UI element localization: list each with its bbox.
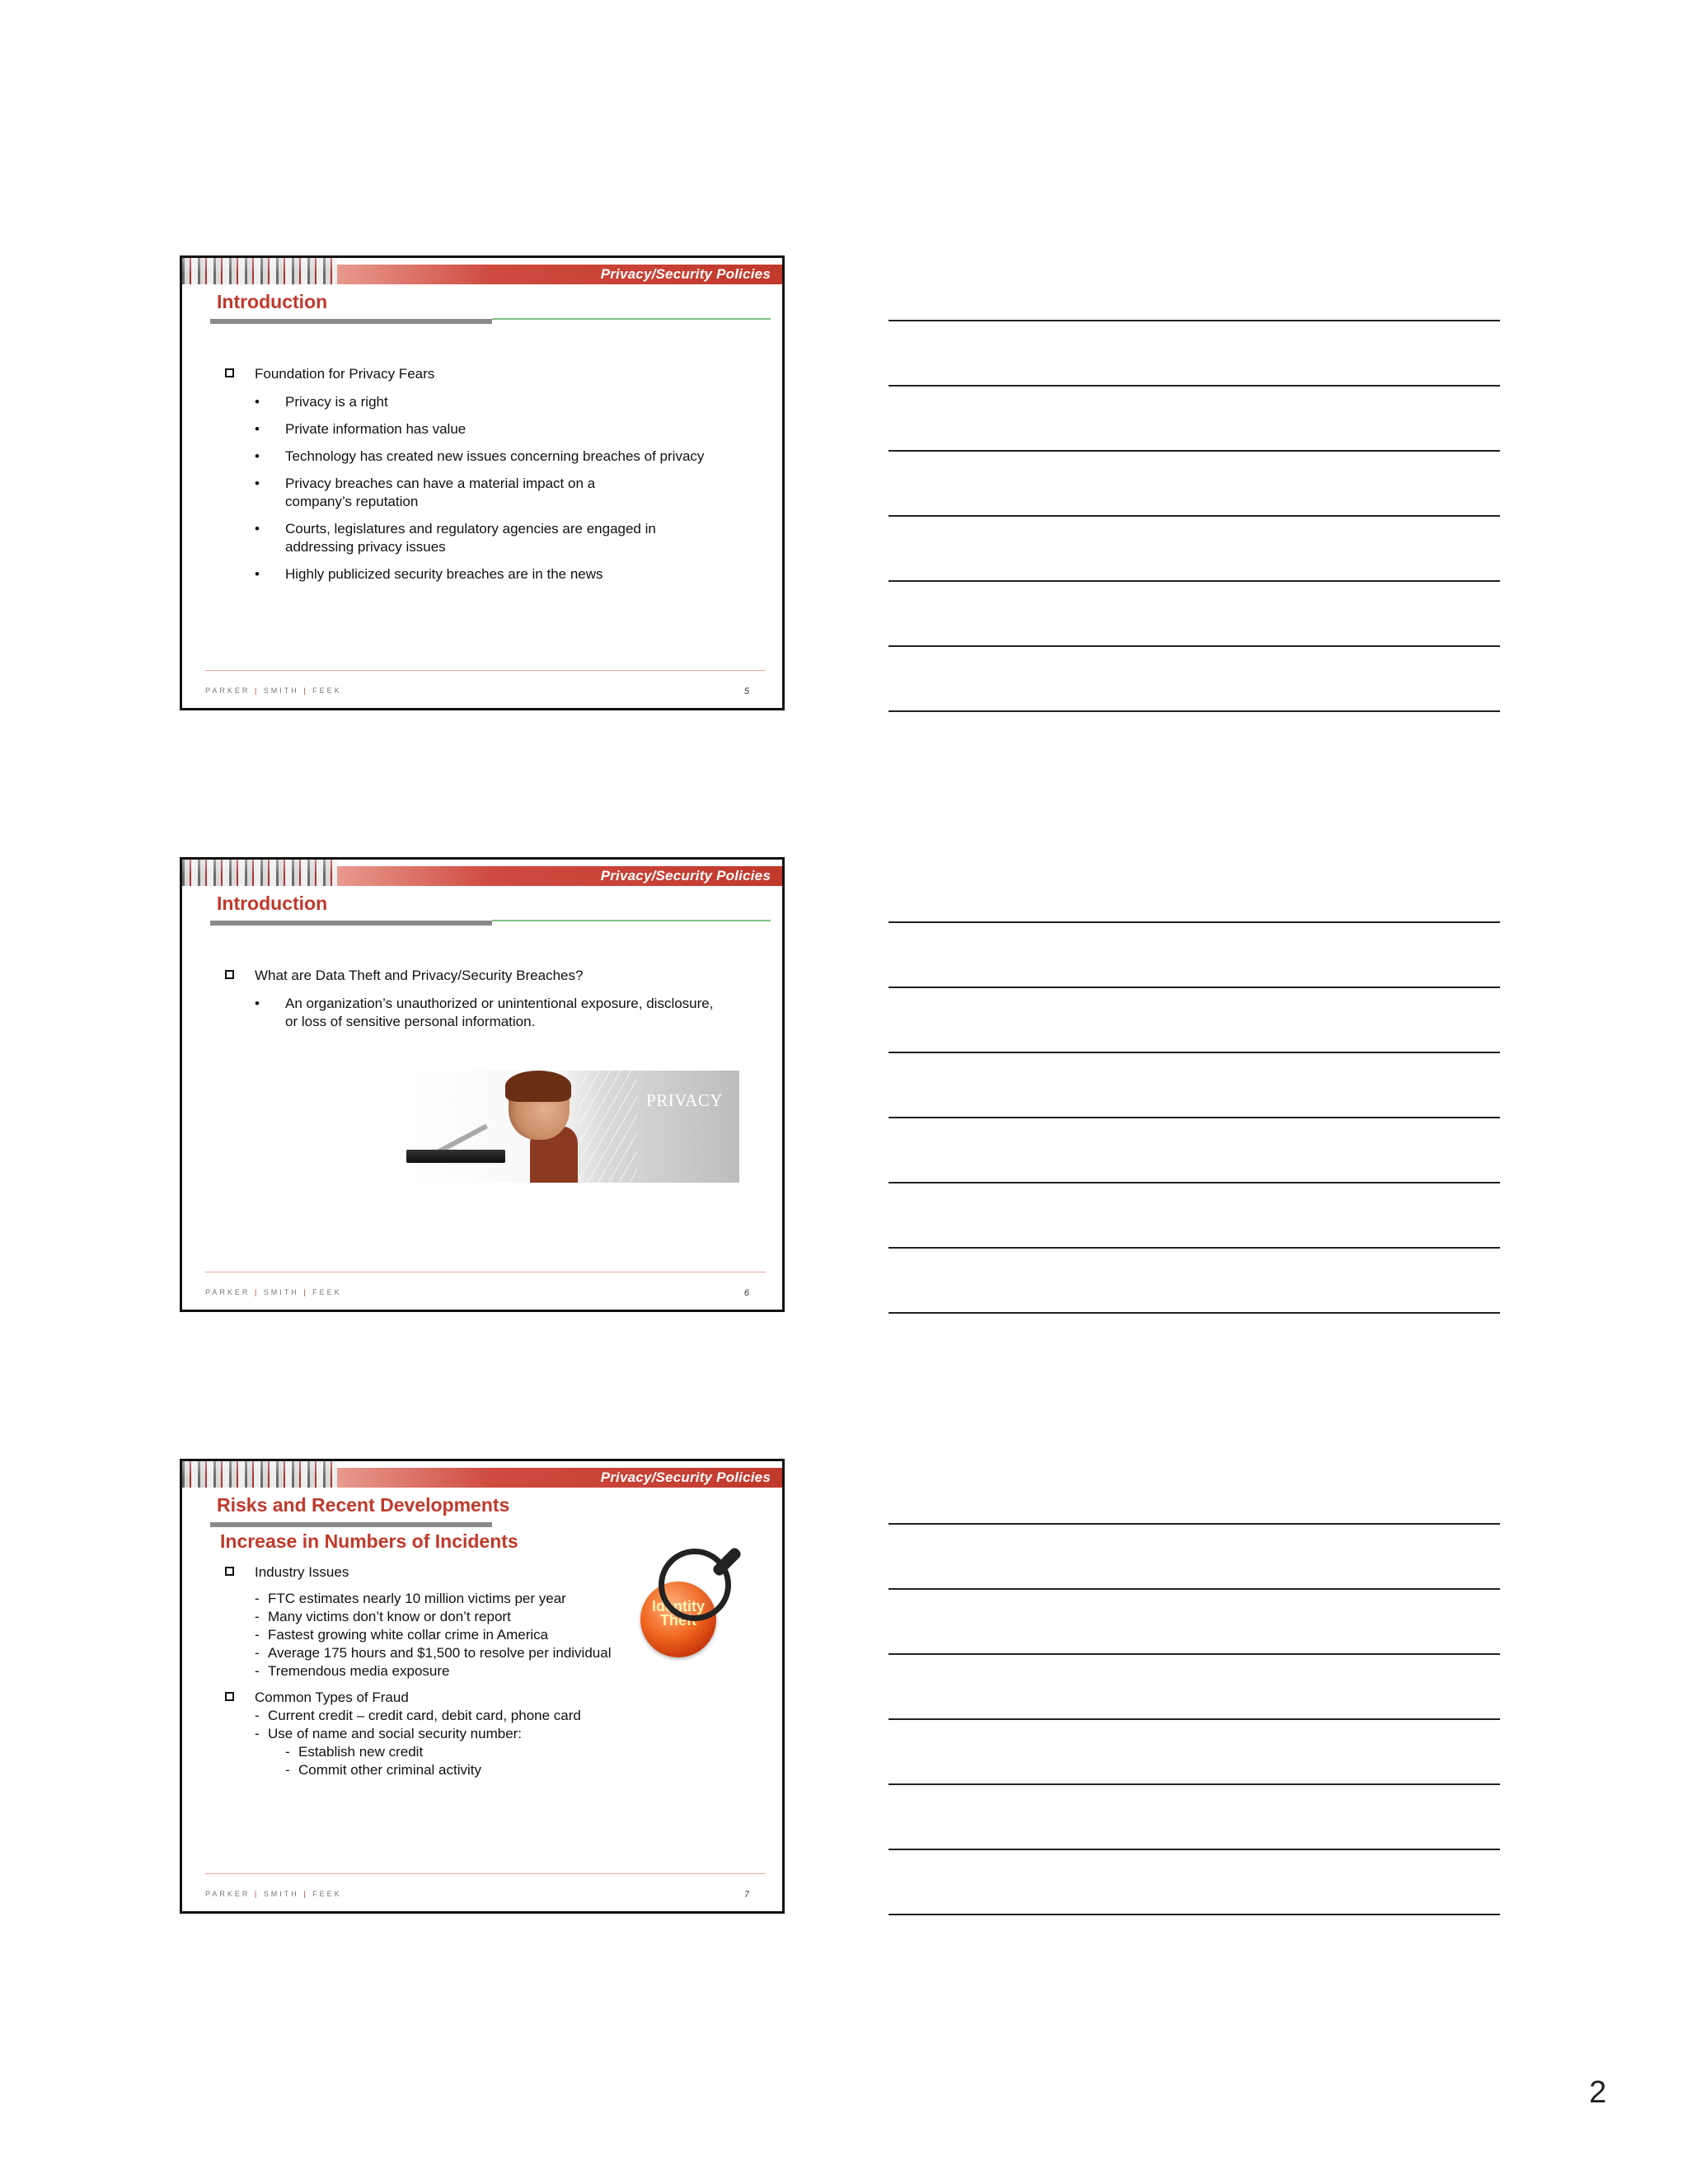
footer-brand: PARKER | SMITH | FEEK xyxy=(205,1890,342,1898)
list-item: - Use of name and social security number: xyxy=(255,1726,523,1741)
bullet-icon: • xyxy=(255,476,260,491)
list-item: • Privacy breaches can have a material impact on a company’s reputation xyxy=(255,476,596,509)
note-line xyxy=(889,1247,1500,1249)
title-rule xyxy=(210,319,492,324)
slide-page-number: 5 xyxy=(743,687,749,696)
note-line xyxy=(889,515,1500,517)
note-line xyxy=(889,1312,1500,1314)
list-item: • Highly publicized security breaches are in the news xyxy=(255,566,603,582)
list-item: • Technology has created new issues concerning breaches of privacy xyxy=(255,448,705,464)
list-item: Industry Issues xyxy=(223,1563,759,1582)
list-item: • An organization’s unauthorized or unintentional exposure, disclosure, or loss of sensitive personal information. xyxy=(255,996,714,1029)
footer-brand: PARKER | SMITH | FEEK xyxy=(205,687,342,695)
checkbox-bullet-icon xyxy=(225,970,234,979)
note-line xyxy=(889,987,1500,988)
title-rule-accent xyxy=(492,318,771,320)
title-rule-accent xyxy=(492,920,771,921)
list-item: - Tremendous media exposure xyxy=(255,1663,450,1679)
list-item: • Privacy is a right xyxy=(255,394,388,410)
privacy-photo xyxy=(406,1071,739,1183)
note-line xyxy=(889,320,1500,321)
slide-subtitle: Increase in Numbers of Incidents xyxy=(220,1530,518,1552)
bullet-icon: • xyxy=(255,566,260,582)
list-item: - Establish new credit xyxy=(285,1744,424,1760)
header-title: Privacy/Security Policies xyxy=(600,1469,771,1485)
slide-5 xyxy=(180,255,785,710)
note-line xyxy=(889,1718,1500,1720)
bullet-icon: • xyxy=(255,521,260,537)
slide-content xyxy=(223,365,759,593)
slide-title: Risks and Recent Developments xyxy=(217,1494,510,1516)
note-line xyxy=(889,1117,1500,1118)
footer-rule xyxy=(205,670,766,671)
note-line xyxy=(889,385,1500,387)
slide-header xyxy=(182,258,782,284)
slide-7 xyxy=(180,1459,785,1914)
note-line xyxy=(889,1849,1500,1850)
title-rule xyxy=(210,921,492,926)
list-item: • Private information has value xyxy=(255,421,467,437)
checkbox-bullet-icon xyxy=(225,368,234,377)
identity-theft-graphic: Identity Theft xyxy=(640,1537,772,1669)
note-line xyxy=(889,710,1500,712)
note-line xyxy=(889,1653,1500,1655)
slide-header xyxy=(182,1461,782,1488)
slide-title: Introduction xyxy=(217,291,328,312)
list-item: What are Data Theft and Privacy/Security Breaches? xyxy=(223,967,759,985)
note-line xyxy=(889,1914,1500,1915)
title-rule xyxy=(210,1522,492,1527)
bullet-icon: • xyxy=(255,394,260,410)
footer-rule xyxy=(205,1873,766,1874)
sheet-page-number: 2 xyxy=(1589,2075,1607,2110)
note-line xyxy=(889,1783,1500,1785)
list-item: Common Types of Fraud xyxy=(223,1689,759,1707)
list-item: - FTC estimates nearly 10 million victims per year xyxy=(255,1591,566,1606)
note-line xyxy=(889,1523,1500,1525)
list-item: - Average 175 hours and $1,500 to resolve per individual xyxy=(255,1645,612,1661)
note-line xyxy=(889,1588,1500,1590)
privacy-caption: PRIVACY xyxy=(646,1090,723,1110)
list-item: - Fastest growing white collar crime in America xyxy=(255,1627,549,1643)
list-item: • Courts, legislatures and regulatory agencies are engaged in addressing privacy issues xyxy=(255,521,656,555)
slide-6 xyxy=(180,857,785,1312)
list-item: Foundation for Privacy Fears xyxy=(223,365,759,383)
list-item: - Commit other criminal activity xyxy=(285,1762,481,1778)
note-line xyxy=(889,645,1500,647)
checkbox-bullet-icon xyxy=(225,1567,234,1576)
bullet-icon: • xyxy=(255,421,260,437)
slide-page-number: 6 xyxy=(743,1288,749,1298)
header-title: Privacy/Security Policies xyxy=(600,266,771,282)
note-line xyxy=(889,1182,1500,1183)
note-line xyxy=(889,921,1500,923)
note-line xyxy=(889,1052,1500,1053)
list-item: - Many victims don’t know or don’t report xyxy=(255,1609,511,1624)
note-line xyxy=(889,580,1500,582)
slide-content xyxy=(223,967,759,1040)
bullet-icon: • xyxy=(255,996,260,1011)
header-title: Privacy/Security Policies xyxy=(600,868,771,883)
bullet-icon: • xyxy=(255,448,260,464)
slide-title: Introduction xyxy=(217,893,328,914)
list-item: - Current credit – credit card, debit card, phone card xyxy=(255,1708,581,1723)
slide-header xyxy=(182,860,782,886)
slide-page-number: 7 xyxy=(743,1890,749,1900)
footer-brand: PARKER | SMITH | FEEK xyxy=(205,1288,342,1296)
checkbox-bullet-icon xyxy=(225,1692,234,1701)
slide-content xyxy=(223,1563,759,1779)
note-line xyxy=(889,450,1500,452)
